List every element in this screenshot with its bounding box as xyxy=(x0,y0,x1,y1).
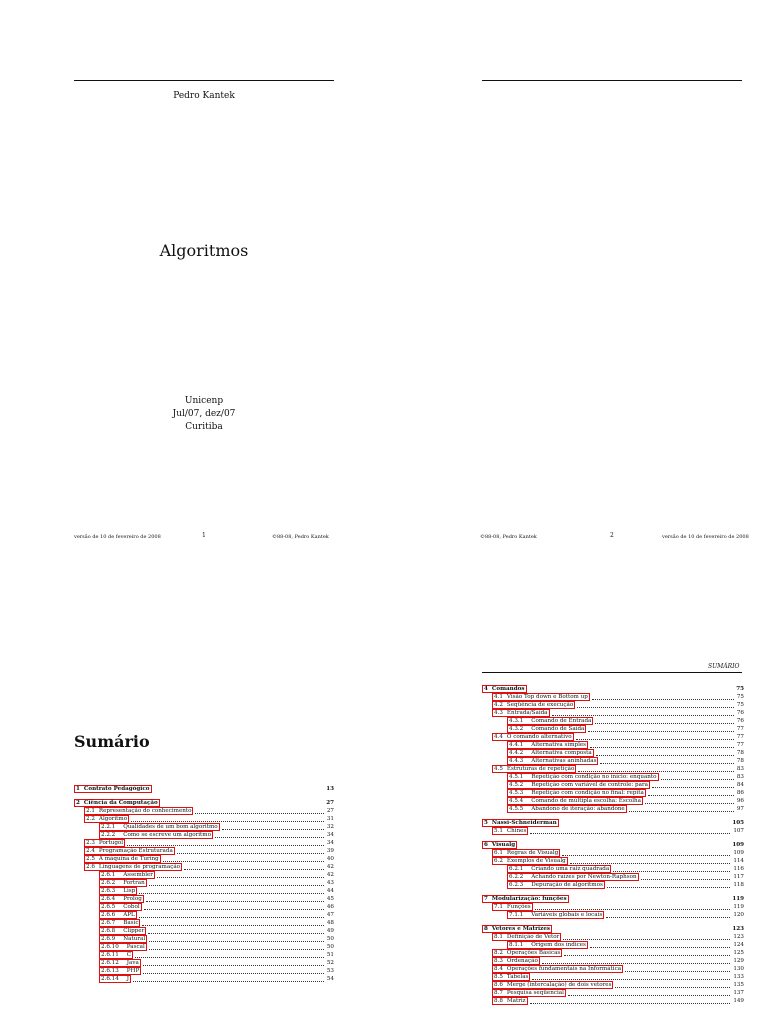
toc-title: Chines xyxy=(506,828,527,834)
page-1 xyxy=(0,0,384,540)
toc-number: 4.2 xyxy=(494,702,503,708)
toc-title: Assembler xyxy=(123,872,153,878)
toc-number: 2.6.8 xyxy=(101,928,116,934)
toc-number: 2.5 xyxy=(86,856,95,862)
toc-link[interactable] xyxy=(99,895,144,903)
toc-title: Qualidades de um bom algoritmo xyxy=(123,824,218,830)
toc-link[interactable] xyxy=(507,749,594,757)
toc-link[interactable] xyxy=(507,725,586,733)
toc-link[interactable] xyxy=(84,847,175,855)
toc-page: 96 xyxy=(736,798,744,804)
toc-link[interactable] xyxy=(482,685,527,693)
toc-number: 4.3 xyxy=(494,710,503,716)
toc-page: 116 xyxy=(733,866,744,872)
footer-left: versão de 10 de fevereiro de 2008 xyxy=(74,534,161,540)
toc-page: 42 xyxy=(326,872,334,878)
toc-link[interactable] xyxy=(492,973,530,981)
toc-leader xyxy=(629,803,734,812)
toc-link[interactable] xyxy=(99,871,155,879)
toc-page: 84 xyxy=(736,782,744,788)
toc-page: 47 xyxy=(326,912,334,918)
toc-title: Pesquisa seqüencial xyxy=(506,990,564,996)
imprint xyxy=(74,395,334,434)
toc-number: 8.8 xyxy=(494,998,503,1004)
toc-page: 105 xyxy=(732,820,744,826)
toc-number: 4.5.1 xyxy=(509,774,524,780)
toc-page: 117 xyxy=(733,874,744,880)
toc-number: 8.5 xyxy=(494,974,503,980)
toc-page: 78 xyxy=(736,758,744,764)
toc-link[interactable] xyxy=(84,855,161,863)
toc-number: 8.1.1 xyxy=(509,942,524,948)
toc-link[interactable] xyxy=(84,839,125,847)
toc-title: Como se escreve um algoritmo xyxy=(123,832,211,838)
toc-subsection[interactable] xyxy=(482,881,744,889)
toc-number: 5.1 xyxy=(494,828,503,834)
toc-link[interactable] xyxy=(507,781,650,789)
toc-link[interactable] xyxy=(84,815,129,823)
toc-number: 4.4 xyxy=(494,734,503,740)
toc-title: Visão Top down e Bottom up xyxy=(506,694,588,700)
toc-title: Depuração de algoritmos xyxy=(531,882,603,888)
toc-link[interactable] xyxy=(492,849,560,857)
toc-link[interactable] xyxy=(507,805,627,813)
toc-title: Entrada/Saída xyxy=(506,710,548,716)
toc-page: 149 xyxy=(733,998,744,1004)
toc-title: Basic xyxy=(123,920,139,926)
toc-link[interactable] xyxy=(99,975,131,983)
toc-link[interactable] xyxy=(507,797,643,805)
toc-page: 27 xyxy=(326,808,334,814)
toc-title: Repetição com variável de controle: para xyxy=(531,782,648,788)
toc-number: 8 xyxy=(484,926,488,932)
toc-leader xyxy=(530,825,730,834)
toc-page: 44 xyxy=(326,888,334,894)
imprint-line: Curitiba xyxy=(185,422,223,432)
top-rule xyxy=(74,80,334,81)
toc-title: Alternativas aninhadas xyxy=(531,758,597,764)
toc-link[interactable] xyxy=(492,933,561,941)
toc-number: 4.3.2 xyxy=(509,726,524,732)
toc-link[interactable] xyxy=(99,935,147,943)
toc-title: Comando de múltipla escolha: Escolha xyxy=(531,798,641,804)
toc-number: 8.3 xyxy=(494,958,503,964)
toc-page: 137 xyxy=(733,990,744,996)
page-number: 2 xyxy=(610,532,614,539)
toc-number: 2.6.2 xyxy=(101,880,116,886)
toc-title: Pascal xyxy=(126,944,145,950)
toc-page: 43 xyxy=(326,880,334,886)
toc-leader xyxy=(530,995,730,1004)
toc-title: Merge (intercalação) de dois vetores xyxy=(506,982,612,988)
toc-subsection[interactable] xyxy=(482,805,744,813)
toc-page: 32 xyxy=(326,824,334,830)
toc-number: 8.7 xyxy=(494,990,503,996)
toc-title: Matriz xyxy=(506,998,526,1004)
toc-number: 6.2.1 xyxy=(509,866,524,872)
toc-number: 7 xyxy=(484,896,488,902)
toc-number: 4 xyxy=(484,686,488,692)
toc-number: 6.1 xyxy=(494,850,503,856)
toc-title: Nassi-Schneiderman xyxy=(491,820,557,826)
toc-link[interactable] xyxy=(99,927,146,935)
toc-title: A máquina de Turing xyxy=(98,856,159,862)
toc-number: 6.2.3 xyxy=(509,882,524,888)
toc-page: 76 xyxy=(736,718,744,724)
toc-link[interactable] xyxy=(99,823,220,831)
imprint-line: Unicenp xyxy=(184,396,224,406)
toc-title: Clipper xyxy=(123,928,145,934)
toc-number: 8.2 xyxy=(494,950,503,956)
toc-title: Portugol xyxy=(98,840,124,846)
toc-number: 7.1 xyxy=(494,904,503,910)
toc-number: 4.5.5 xyxy=(509,806,524,812)
toc-title: Tabelas xyxy=(506,974,529,980)
toc-page: 135 xyxy=(733,982,744,988)
toc-number: 2.6.9 xyxy=(101,936,116,942)
toc-page: 83 xyxy=(736,766,744,772)
page-4 xyxy=(384,512,768,1024)
toc-link[interactable] xyxy=(99,951,133,959)
toc-title: Comando de Saída xyxy=(531,726,585,732)
toc-page: 75 xyxy=(736,686,744,692)
footer-right: versão de 10 de fevereiro de 2008 xyxy=(662,534,749,540)
table-of-contents xyxy=(482,685,744,1005)
toc-number: 4.5 xyxy=(494,766,503,772)
toc-page: 83 xyxy=(736,774,744,780)
toc-title: Algoritmo xyxy=(98,816,128,822)
toc-subsection[interactable] xyxy=(482,911,744,919)
header-rule xyxy=(482,672,742,673)
toc-chapter[interactable] xyxy=(74,785,334,793)
toc-number: 8.4 xyxy=(494,966,503,972)
toc-link[interactable] xyxy=(507,911,604,919)
page-number: 1 xyxy=(202,532,206,539)
toc-page: 46 xyxy=(326,904,334,910)
toc-page: 119 xyxy=(733,904,744,910)
toc-title: Visualg xyxy=(491,842,516,848)
toc-page: 130 xyxy=(733,966,744,972)
toc-link[interactable] xyxy=(492,857,568,865)
page-3 xyxy=(0,512,384,1024)
toc-page: 75 xyxy=(736,702,744,708)
toc-page: 124 xyxy=(733,942,744,948)
top-rule xyxy=(482,80,742,81)
table-of-contents xyxy=(74,785,334,983)
toc-title: Funções xyxy=(506,904,531,910)
toc-link[interactable] xyxy=(99,959,141,967)
toc-number: 2.6.10 xyxy=(101,944,119,950)
imprint-line: Jul/07, dez/07 xyxy=(172,409,236,419)
toc-page: 78 xyxy=(736,750,744,756)
toc-title: Definição de Vetor xyxy=(506,934,560,940)
toc-page: 133 xyxy=(733,974,744,980)
toc-title: Representação do conhecimento xyxy=(98,808,192,814)
toc-link[interactable] xyxy=(507,717,593,725)
toc-title: Java xyxy=(126,960,139,966)
toc-link[interactable] xyxy=(492,903,533,911)
toc-page: 118 xyxy=(733,882,744,888)
toc-number: 4.5.4 xyxy=(509,798,524,804)
toc-title: Estruturas de repetição xyxy=(506,766,575,772)
toc-page: 86 xyxy=(736,790,744,796)
toc-title: Modularização: funções xyxy=(491,896,567,902)
toc-title: Comandos xyxy=(491,686,525,692)
page-2 xyxy=(384,0,768,540)
toc-title: Criando uma raiz quadrada xyxy=(531,866,610,872)
toc-link[interactable] xyxy=(507,773,659,781)
toc-page: 39 xyxy=(326,848,334,854)
footer-left: ©88-08, Pedro Kantek xyxy=(480,534,537,540)
toc-title: Repetição com condição no final: repita xyxy=(531,790,644,796)
toc-title: Alternativa simples xyxy=(531,742,587,748)
toc-title: J xyxy=(126,976,130,982)
toc-link[interactable] xyxy=(492,693,590,701)
toc-number: 2.6.13 xyxy=(101,968,119,974)
toc-subsection[interactable] xyxy=(74,975,334,983)
toc-number: 4.5.2 xyxy=(509,782,524,788)
toc-page: 97 xyxy=(736,806,744,812)
toc-page: 109 xyxy=(732,842,744,848)
toc-title: Linguagens de programação xyxy=(98,864,181,870)
toc-title: Operações Básicas xyxy=(506,950,561,956)
toc-page: 77 xyxy=(736,742,744,748)
toc-page: 50 xyxy=(326,936,334,942)
toc-page: 107 xyxy=(733,828,744,834)
toc-number: 4.4.3 xyxy=(509,758,524,764)
toc-page: 123 xyxy=(733,934,744,940)
toc-number: 2.6.12 xyxy=(101,960,119,966)
toc-link[interactable] xyxy=(507,881,605,889)
toc-number: 2.1 xyxy=(86,808,95,814)
toc-link[interactable] xyxy=(99,887,137,895)
toc-link[interactable] xyxy=(482,925,552,933)
toc-title: Seqüência de execução xyxy=(506,702,574,708)
toc-link[interactable] xyxy=(507,789,646,797)
toc-page: 125 xyxy=(733,950,744,956)
toc-title: Operações fundamentais na Informática xyxy=(506,966,622,972)
toc-number: 6 xyxy=(484,842,488,848)
toc-page: 52 xyxy=(326,960,334,966)
toc-link[interactable] xyxy=(99,903,142,911)
toc-number: 2.6.14 xyxy=(101,976,119,982)
toc-title: C xyxy=(126,952,132,958)
toc-title: Ciência da Computação xyxy=(83,800,158,806)
toc-number: 7.1.1 xyxy=(509,912,524,918)
toc-page: 48 xyxy=(326,920,334,926)
toc-link[interactable] xyxy=(99,911,137,919)
toc-link[interactable] xyxy=(492,997,528,1005)
toc-page: 53 xyxy=(326,968,334,974)
toc-title: Origem dos índices xyxy=(531,942,586,948)
toc-page: 42 xyxy=(326,864,334,870)
toc-link[interactable] xyxy=(492,957,540,965)
toc-link[interactable] xyxy=(507,741,588,749)
toc-number: 2.6.7 xyxy=(101,920,116,926)
toc-link[interactable] xyxy=(492,733,574,741)
toc-page: 27 xyxy=(326,800,334,806)
toc-heading: Sumário xyxy=(74,732,150,751)
toc-page: 45 xyxy=(326,896,334,902)
toc-page: 76 xyxy=(736,710,744,716)
toc-title: PHP xyxy=(126,968,140,974)
book-title: Algoritmos xyxy=(159,241,249,260)
toc-number: 1 xyxy=(76,786,80,792)
toc-page: 129 xyxy=(733,958,744,964)
toc-page: 51 xyxy=(326,952,334,958)
toc-title: Fortran xyxy=(123,880,145,886)
toc-page: 75 xyxy=(736,694,744,700)
toc-title: Regras de Visualg xyxy=(506,850,559,856)
toc-title: Natural xyxy=(123,936,146,942)
toc-title: Repetição com condição no início: enquanto xyxy=(531,774,657,780)
toc-page: 54 xyxy=(326,976,334,982)
toc-page: 77 xyxy=(736,726,744,732)
toc-page: 120 xyxy=(733,912,744,918)
toc-section[interactable] xyxy=(482,997,744,1005)
toc-title: Prolog xyxy=(123,896,142,902)
toc-link[interactable] xyxy=(99,919,140,927)
toc-number: 2.6.3 xyxy=(101,888,116,894)
toc-number: 4.1 xyxy=(494,694,503,700)
toc-link[interactable] xyxy=(74,785,152,793)
toc-number: 2 xyxy=(76,800,80,806)
toc-number: 5 xyxy=(484,820,488,826)
footer-right: ©88-08, Pedro Kantek xyxy=(272,534,329,540)
toc-title: Lisp xyxy=(123,888,136,894)
toc-title: Ordenação xyxy=(506,958,538,964)
toc-number: 2.6.4 xyxy=(101,896,116,902)
toc-page: 77 xyxy=(736,734,744,740)
toc-title: Abandono de iteração: abandone xyxy=(531,806,625,812)
toc-page: 109 xyxy=(733,850,744,856)
toc-number: 8.6 xyxy=(494,982,503,988)
toc-page: 40 xyxy=(326,856,334,862)
toc-page: 50 xyxy=(326,944,334,950)
toc-number: 2.6.5 xyxy=(101,904,116,910)
toc-number: 8.1 xyxy=(494,934,503,940)
toc-page: 34 xyxy=(326,840,334,846)
toc-number: 2.3 xyxy=(86,840,95,846)
toc-title: Vetores e Matrizes xyxy=(491,926,551,932)
toc-leader xyxy=(607,879,730,888)
toc-number: 4.4.2 xyxy=(509,750,524,756)
toc-title: Contrato Pedagógico xyxy=(83,786,150,792)
toc-link[interactable] xyxy=(492,827,528,835)
toc-link[interactable] xyxy=(74,799,160,807)
toc-number: 2.6.11 xyxy=(101,952,119,958)
toc-number: 2.4 xyxy=(86,848,95,854)
toc-leader xyxy=(606,909,730,918)
toc-number: 2.6.6 xyxy=(101,912,116,918)
toc-title: Programação Estruturada xyxy=(98,848,173,854)
toc-number: 4.3.1 xyxy=(509,718,524,724)
toc-number: 2.2 xyxy=(86,816,95,822)
toc-title: Comando de Entrada xyxy=(531,718,592,724)
toc-number: 6.2 xyxy=(494,858,503,864)
toc-link[interactable] xyxy=(492,765,576,773)
toc-number: 4.5.3 xyxy=(509,790,524,796)
toc-title: Achando raízes por Newton-Raphson xyxy=(531,874,637,880)
toc-number: 2.6 xyxy=(86,864,95,870)
toc-link[interactable] xyxy=(482,841,517,849)
toc-number: 2.2.1 xyxy=(101,824,116,830)
toc-page: 123 xyxy=(732,926,744,932)
toc-leader xyxy=(133,973,324,982)
author: Pedro Kantek xyxy=(173,91,235,101)
toc-page: 34 xyxy=(326,832,334,838)
toc-title: Exemplos de Visualg xyxy=(506,858,566,864)
toc-title: APL xyxy=(123,912,135,918)
toc-title: Alternativa composta xyxy=(531,750,592,756)
toc-title: O comando alternativo xyxy=(506,734,572,740)
toc-number: 6.2.2 xyxy=(509,874,524,880)
toc-page: 13 xyxy=(326,786,334,792)
toc-page: 31 xyxy=(326,816,334,822)
toc-title: Cobol xyxy=(123,904,140,910)
toc-page: 119 xyxy=(732,896,744,902)
toc-link[interactable] xyxy=(507,865,611,873)
toc-page: 114 xyxy=(733,858,744,864)
toc-page: 49 xyxy=(326,928,334,934)
toc-section[interactable] xyxy=(482,827,744,835)
toc-number: 2.6.1 xyxy=(101,872,116,878)
running-head: SUMÁRIO xyxy=(708,663,740,670)
toc-number: 4.4.1 xyxy=(509,742,524,748)
toc-title: Variáveis globais e locais xyxy=(531,912,603,918)
toc-number: 2.2.2 xyxy=(101,832,116,838)
toc-link[interactable] xyxy=(492,709,550,717)
